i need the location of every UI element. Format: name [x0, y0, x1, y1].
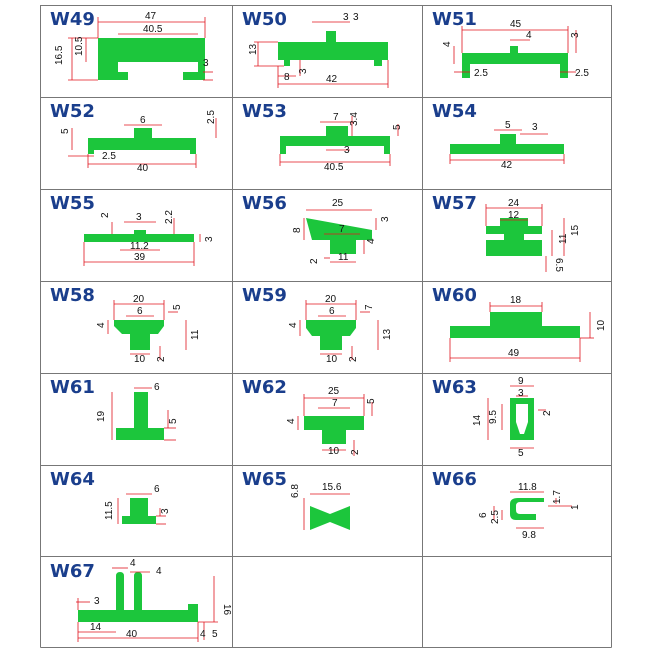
dim-w56-7: 11 — [338, 252, 349, 263]
cell-w67 — [50, 558, 232, 642]
cell-w57 — [432, 193, 581, 272]
dim-w61-2: 19 — [96, 410, 107, 422]
dim-w63-2: 3 — [518, 388, 524, 399]
dim-w67-4: 16 — [221, 604, 232, 616]
dim-w56-2: 3 — [380, 216, 391, 222]
cell-label-w52: W52 — [50, 101, 95, 122]
dim-w51-5: 2.5 — [474, 68, 488, 79]
dim-w67-3: 3 — [94, 596, 100, 607]
profile-w64 — [122, 498, 156, 524]
cell-label-w64: W64 — [50, 469, 95, 490]
dim-w55-5: 11.2 — [130, 241, 149, 252]
dim-w56-3: 8 — [292, 227, 303, 233]
dim-w56-1: 25 — [332, 198, 344, 209]
dim-w62-1: 25 — [328, 386, 340, 397]
cell-w65 — [242, 469, 350, 530]
cell-w52 — [50, 101, 217, 174]
profile-w60 — [450, 312, 580, 338]
dim-w60-1: 18 — [510, 295, 522, 306]
dim-w58-6: 10 — [134, 354, 146, 365]
dim-w53-3: 5 — [392, 124, 403, 130]
cell-label-w50: W50 — [242, 9, 287, 30]
dim-w49-2: 40.5 — [143, 24, 163, 35]
cell-label-w54: W54 — [432, 101, 477, 122]
dim-w49-5: 3 — [203, 58, 209, 69]
dim-w59-2: 6 — [329, 306, 335, 317]
profile-w50 — [278, 31, 388, 66]
cell-label-w56: W56 — [242, 193, 287, 214]
dim-w50-4: 8 — [284, 72, 290, 83]
dim-w65-1: 6.8 — [290, 484, 301, 498]
dim-w58-3: 5 — [172, 304, 183, 310]
dim-w57-2: 12 — [508, 210, 520, 221]
dim-w55-6: 39 — [134, 252, 146, 263]
cell-w60 — [432, 285, 607, 362]
profile-w57 — [486, 218, 542, 256]
cell-w58 — [50, 285, 201, 365]
dim-w56-5: 4 — [366, 238, 377, 244]
dim-w64-1: 6 — [154, 484, 160, 495]
dimension-lines-w57 — [486, 204, 564, 272]
dim-w50-6: 42 — [326, 74, 338, 85]
dim-w51-1: 45 — [510, 19, 522, 30]
cell-label-w55: W55 — [50, 193, 95, 214]
dim-w50-5: 3 — [298, 68, 309, 74]
cell-w50 — [242, 9, 388, 88]
cell-label-w49: W49 — [50, 9, 95, 30]
cell-w55 — [50, 193, 215, 266]
dim-w66-2: 1.7 — [552, 490, 563, 504]
cell-label-w51: W51 — [432, 9, 477, 30]
cell-label-w63: W63 — [432, 377, 477, 398]
cell-w63 — [432, 376, 553, 459]
dim-w55-4: 3 — [204, 236, 215, 242]
profile-w58 — [114, 320, 164, 350]
dim-w55-3: 2.2 — [164, 210, 175, 224]
cell-label-w58: W58 — [50, 285, 95, 306]
dim-w63-3: 14 — [472, 414, 483, 426]
dim-w57-1: 24 — [508, 198, 520, 209]
dim-w57-4: 11 — [558, 233, 569, 244]
profile-w61 — [116, 392, 164, 440]
dim-w54-3: 42 — [501, 160, 513, 171]
cell-w61 — [50, 377, 179, 440]
cell-w62 — [242, 377, 377, 457]
dim-w49-3: 16.5 — [54, 45, 65, 65]
cell-w53 — [242, 101, 403, 173]
cell-label-w65: W65 — [242, 469, 287, 490]
dim-w64-2: 11.5 — [104, 501, 115, 520]
dim-w53-5: 40.5 — [324, 162, 344, 173]
dim-w63-1: 9 — [518, 376, 524, 387]
dim-w58-7: 2 — [156, 356, 167, 362]
cell-w66 — [432, 469, 581, 541]
dim-w59-4: 4 — [288, 322, 299, 328]
dim-w58-1: 20 — [133, 294, 145, 305]
dim-w59-3: 7 — [364, 304, 375, 310]
cell-label-w60: W60 — [432, 285, 477, 306]
dim-w66-6: 9.8 — [522, 530, 536, 541]
dim-w50-3: 13 — [248, 43, 259, 55]
cell-w51 — [432, 9, 589, 79]
dim-w57-3: 15 — [570, 224, 581, 236]
cell-w56 — [242, 193, 391, 264]
dim-w67-2: 4 — [156, 566, 162, 577]
dim-w67-6: 40 — [126, 629, 138, 640]
dim-w63-4: 9.5 — [488, 410, 499, 424]
dim-w52-1: 6 — [140, 115, 146, 126]
dim-w56-6: 2 — [309, 258, 320, 264]
cell-w54 — [432, 101, 564, 171]
profile-w66 — [510, 498, 544, 520]
dim-w59-1: 20 — [325, 294, 337, 305]
dim-w54-2: 3 — [532, 122, 538, 133]
dim-w63-6: 5 — [518, 448, 524, 459]
profile-w59 — [306, 320, 356, 350]
profile-w63 — [510, 398, 534, 440]
cell-label-w57: W57 — [432, 193, 477, 214]
dim-w53-1: 7 — [333, 112, 339, 123]
dim-w67-1: 4 — [130, 558, 136, 569]
dim-w52-4: 2.5 — [102, 151, 116, 162]
dim-w57-5: 6.5 — [553, 258, 564, 272]
dim-w54-1: 5 — [505, 120, 511, 131]
dim-w65-2: 15.6 — [322, 482, 342, 493]
dim-w66-5: 2.5 — [490, 510, 501, 524]
cell-w59 — [242, 285, 393, 365]
dim-w62-5: 10 — [328, 446, 340, 457]
cell-label-w59: W59 — [242, 285, 287, 306]
dim-w55-2: 2 — [100, 212, 111, 218]
dim-w51-3: 3 — [570, 32, 581, 38]
dim-w64-3: 3 — [160, 508, 171, 514]
dim-w52-5: 40 — [137, 163, 149, 174]
cell-label-w53: W53 — [242, 101, 287, 122]
dim-w58-4: 4 — [96, 322, 107, 328]
dim-w62-6: 2 — [350, 449, 361, 455]
dim-w67-8: 5 — [212, 629, 218, 640]
dim-w58-5: 11 — [190, 329, 201, 340]
cell-label-w62: W62 — [242, 377, 287, 398]
dim-w55-1: 3 — [136, 212, 142, 223]
profile-w54 — [450, 134, 564, 154]
dim-w67-7: 4 — [200, 629, 206, 640]
dim-w59-6: 10 — [326, 354, 338, 365]
dim-w62-3: 5 — [366, 398, 377, 404]
profile-w49 — [98, 38, 205, 80]
cell-w64 — [50, 469, 171, 524]
dim-w60-3: 49 — [508, 348, 520, 359]
dim-w51-4: 4 — [526, 30, 532, 41]
dim-w59-7: 2 — [348, 356, 359, 362]
dim-w49-1: 47 — [145, 11, 157, 22]
dim-w62-2: 7 — [332, 398, 338, 409]
dim-w62-4: 4 — [286, 418, 297, 424]
dim-w58-2: 6 — [137, 306, 143, 317]
dim-w51-6: 2.5 — [575, 68, 589, 79]
dim-w66-4: 6 — [478, 512, 489, 518]
dim-w53-4: 3 — [344, 145, 350, 156]
cell-label-w67: W67 — [50, 561, 95, 582]
cell-label-w66: W66 — [432, 469, 477, 490]
dim-w52-2: 2.5 — [206, 110, 217, 124]
dim-w61-3: 5 — [168, 418, 179, 424]
dim-w66-3: 1 — [570, 504, 581, 510]
dim-w67-5: 14 — [90, 622, 102, 633]
profile-w65 — [310, 506, 350, 530]
dim-w52-3: 5 — [60, 128, 71, 134]
dim-w49-4: 10.5 — [74, 36, 85, 56]
dim-w50-2: 3 — [353, 12, 359, 23]
dim-w59-5: 13 — [382, 328, 393, 340]
dim-w66-1: 11.8 — [518, 482, 537, 493]
dim-w53-2: 3.4 — [349, 112, 360, 126]
cell-label-w61: W61 — [50, 377, 95, 398]
dim-w56-4: 7 — [339, 224, 345, 235]
dim-w61-1: 6 — [154, 382, 160, 393]
profile-w62 — [304, 416, 364, 444]
dim-w63-5: 2 — [542, 410, 553, 416]
cell-w49 — [50, 9, 213, 80]
dim-w51-2: 4 — [442, 41, 453, 47]
dim-w50-1: 3 — [343, 12, 349, 23]
dim-w60-2: 10 — [596, 319, 607, 331]
